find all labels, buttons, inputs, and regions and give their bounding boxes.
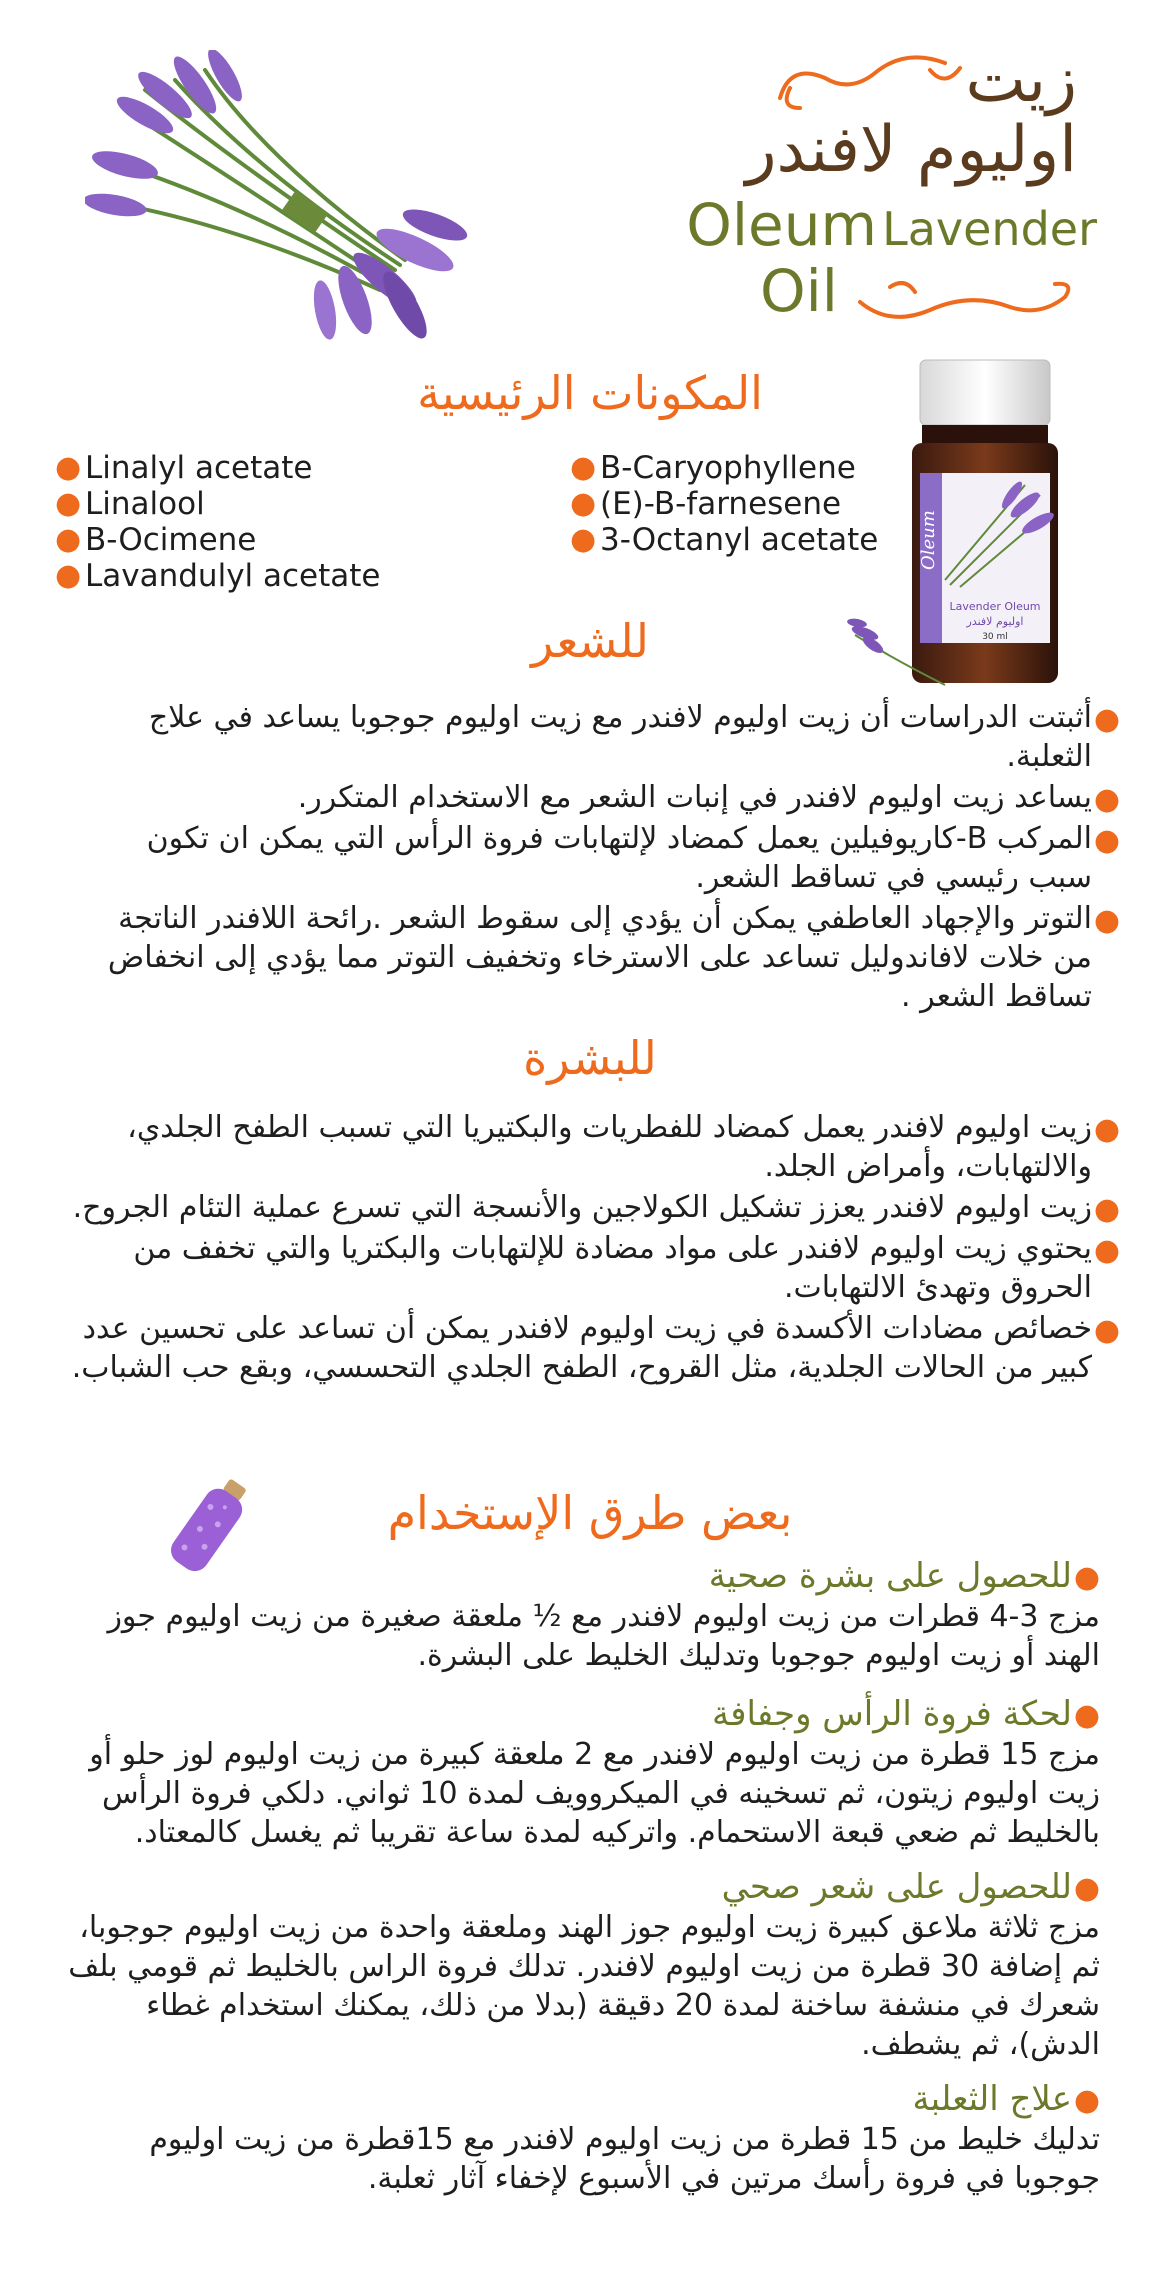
- bullet-dot-icon: ●: [1093, 1233, 1120, 1268]
- list-item: ● Linalool: [55, 486, 205, 522]
- list-item: ● خصائص مضادات الأكسدة في زيت اوليوم لافندر يمكن أن تساعد على تحسين عدد كبير من الحالات الجلدية، مثل القروح، الطفح الجلدي التحسسي، وبقع حب الشباب.: [71, 1311, 1120, 1385]
- list-item: ● أثبتت الدراسات أن زيت اوليوم لافندر مع زيت اوليوم جوجوبا يساعد في علاج الثعلبة.: [148, 700, 1120, 774]
- lavender-sprig-icon: [845, 615, 955, 690]
- bullet-dot-icon: ●: [55, 522, 82, 557]
- hair-heading: للشعر: [531, 614, 649, 668]
- ingredients-right-list: [570, 450, 878, 558]
- swirl-ornament-icon: [770, 48, 970, 118]
- title-arabic-line2: اوليوم لافندر: [745, 113, 1077, 187]
- title-english-line: [686, 191, 1097, 259]
- list-item: ● يحتوي زيت اوليوم لافندر على مواد مضادة للإلتهابات والبكتريا والتي تخفف من الحروق وتهدئ الالتهابات.: [133, 1231, 1120, 1305]
- swirl-ornament-icon: [850, 272, 1080, 332]
- list-item: ● التوتر والإجهاد العاطفي يمكن أن يؤدي إلى سقوط الشعر .رائحة اللافندر الناتجة من خلات لافاندوليل تساعد على الاسترخاء وتخفيف التوتر مما يؤدي إلى انخفاض تساقط الشعر .: [107, 901, 1120, 1014]
- hair-list: [90, 698, 1120, 1018]
- bullet-dot-icon: ●: [1093, 823, 1120, 858]
- bullet-dot-icon: ●: [570, 450, 597, 485]
- lavender-bouquet-icon: [85, 50, 475, 350]
- title-lavender: Lavender: [882, 202, 1097, 256]
- usage-section: [60, 1555, 1100, 2198]
- list-item: ● يساعد زيت اوليوم لافندر في إنبات الشعر مع الاستخدام المتكرر.: [297, 780, 1120, 817]
- usage-item-title: ● للحصول على بشرة صحية: [60, 1555, 1100, 1597]
- skin-list: [60, 1108, 1120, 1389]
- usage-item-text: مزج 3-4 قطرات من زيت اوليوم لافندر مع ½ ملعقة صغيرة من زيت اوليوم جوز الهند أو زيت اوليوم جوجوبا وتدليك الخليط على البشرة.: [107, 1599, 1100, 1673]
- bullet-dot-icon: ●: [1073, 1560, 1100, 1595]
- bullet-dot-icon: ●: [55, 486, 82, 521]
- bullet-dot-icon: ●: [570, 486, 597, 521]
- bullet-dot-icon: ●: [1073, 2083, 1100, 2118]
- list-item: ● زيت اوليوم لافندر يعزز تشكيل الكولاجين والأنسجة التي تسرع عملية التئام الجروح.: [72, 1190, 1120, 1227]
- bullet-dot-icon: ●: [1093, 1313, 1120, 1348]
- bullet-dot-icon: ●: [1073, 1871, 1100, 1906]
- bullet-dot-icon: ●: [1093, 903, 1120, 938]
- ingredients-left-list: [55, 450, 381, 594]
- bottle-name-ar: اوليوم لافندر: [966, 615, 1024, 628]
- usage-item-text: تدليك خليط من 15 قطرة من زيت اوليوم لافندر مع 15قطرة من زيت اوليوم جوجوبا في فروة رأسك مرتين في الأسبوع لإخفاء آثار ثعلبة.: [149, 2122, 1100, 2196]
- ingredients-heading: المكونات الرئيسية: [417, 366, 763, 420]
- list-item: ● B-Ocimene: [55, 522, 257, 558]
- title-arabic-line1: زيت: [965, 43, 1077, 117]
- bullet-dot-icon: ●: [1093, 1112, 1120, 1147]
- list-item: ● Linalyl acetate: [55, 450, 313, 486]
- bullet-dot-icon: ●: [1093, 782, 1120, 817]
- bottle-volume: 30 ml: [982, 632, 1008, 642]
- bullet-dot-icon: ●: [55, 450, 82, 485]
- bottle-name-en: Lavender Oleum: [949, 600, 1041, 613]
- skin-heading: للبشرة: [523, 1031, 657, 1085]
- list-item: ● B-Caryophyllene: [570, 450, 856, 486]
- bullet-dot-icon: ●: [1093, 1192, 1120, 1227]
- title-oleum: Oleum: [686, 191, 877, 259]
- bullet-dot-icon: ●: [1073, 1698, 1100, 1733]
- bottle-brand: Oleum: [918, 510, 939, 570]
- usage-item-title: ● علاج الثعلبة: [60, 2078, 1100, 2120]
- usage-heading: بعض طرق الإستخدام: [387, 1486, 793, 1540]
- usage-item-title: ● للحصول على شعر صحي: [60, 1866, 1100, 1908]
- bullet-dot-icon: ●: [570, 522, 597, 557]
- list-item: ● 3-Octanyl acetate: [570, 522, 879, 558]
- usage-item-text: مزج 15 قطرة من زيت اوليوم لافندر مع 2 ملعقة كبيرة من زيت اوليوم لوز حلو أو زيت اوليوم زيتون، ثم تسخينه في الميكروويف لمدة 10 ثواني. دلكي فروة الرأس بالخليط ثم ضعي قبعة الاستحمام. واتركيه لمدة ساعة تقريبا ثم يغسل كالمعتاد.: [89, 1737, 1100, 1850]
- list-item: ● (E)-B-farnesene: [570, 486, 842, 522]
- list-item: ● المركب B-كاريوفيلين يعمل كمضاد لإلتهابات فروة الرأس التي يمكن ان تكون سبب رئيسي في تساقط الشعر.: [146, 821, 1120, 895]
- usage-item-text: مزج ثلاثة ملاعق كبيرة زيت اوليوم جوز الهند وملعقة واحدة من زيت اوليوم جوجوبا، ثم إضافة 30 قطرة من زيت اوليوم لافندر. تدلك فروة الراس بالخليط ثم قومي بلف شعرك في منشفة ساخنة لمدة 20 دقيقة (بدلا من ذلك، يمكنك استخدام غطاء الدش)، ثم يشطف.: [68, 1910, 1100, 2062]
- list-item: ● Lavandulyl acetate: [55, 558, 381, 594]
- bullet-dot-icon: ●: [1093, 702, 1120, 737]
- title-oil: Oil: [760, 257, 838, 325]
- bullet-dot-icon: ●: [55, 558, 82, 593]
- list-item: ● زيت اوليوم لافندر يعمل كمضاد للفطريات والبكتيريا التي تسبب الطفح الجلدي، والالتهابات، وأمراض الجلد.: [127, 1110, 1120, 1184]
- usage-item-title: ● لحكة فروة الرأس وجفافة: [60, 1693, 1100, 1735]
